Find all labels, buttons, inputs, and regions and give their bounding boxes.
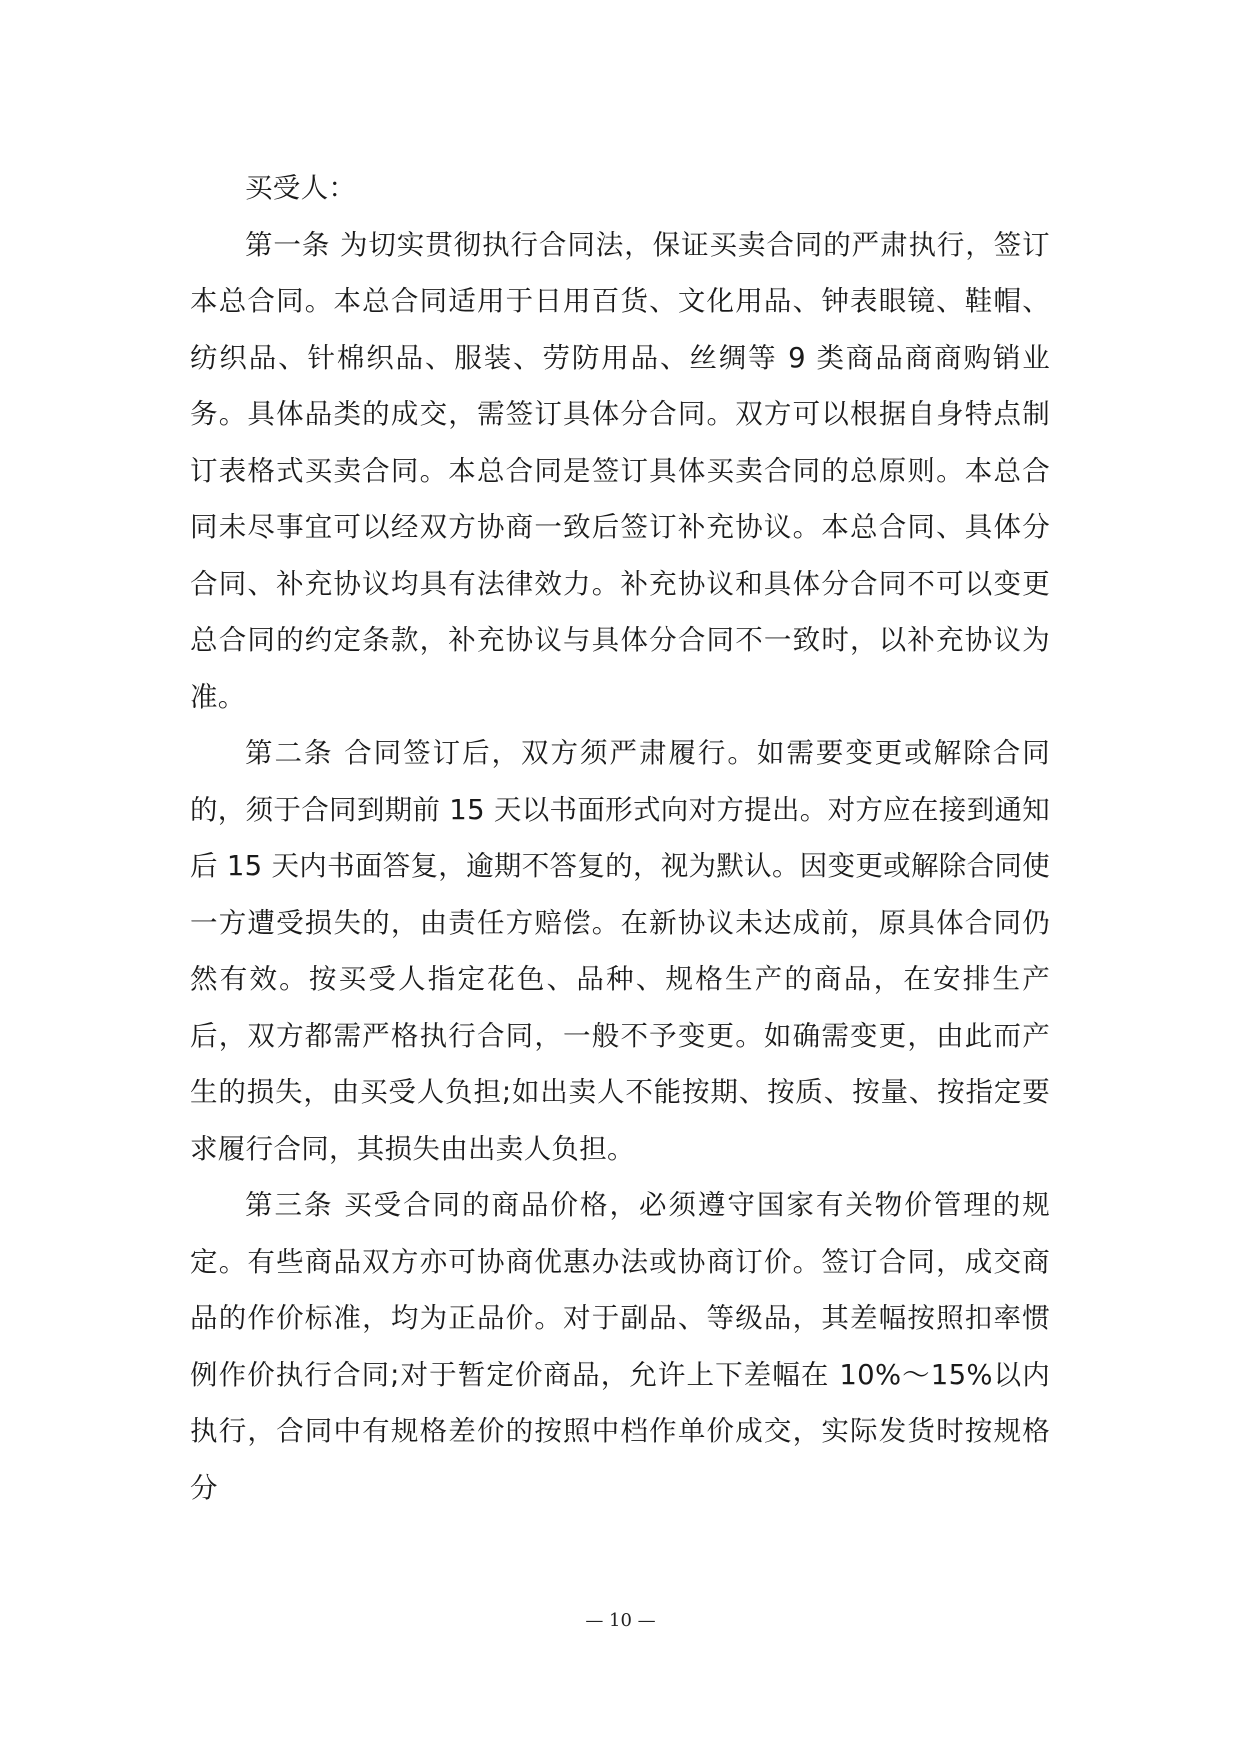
paragraph-article-1: 第一条 为切实贯彻执行合同法，保证买卖合同的严肃执行，签订本总合同。本总合同适用于日用百货、文化用品、钟表眼镜、鞋帽、纺织品、针棉织品、服装、劳防用品、丝绸等 9 类商品商商购销业务。具体品类的成交，需签订具体分合同。双方可以根据自身特点制订表格式买卖合同。本总合同是签订具体买卖合同的总原则。本总合同未尽事宜可以经双方协商一致后签订补充协议。本总合同、具体分合同、补充协议均具有法律效力。补充协议和具体分合同不可以变更总合同的约定条款，补充协议与具体分合同不一致时，以补充协议为准。 (190, 228, 1050, 713)
paragraph-article-2: 第二条 合同签订后，双方须严肃履行。如需要变更或解除合同的，须于合同到期前 15 天以书面形式向对方提出。对方应在接到通知后 15 天内书面答复，逾期不答复的，视为默认。因变更或解除合同使一方遭受损失的，由责任方赔偿。在新协议未达成前，原具体合同仍然有效。按买受人指定花色、品种、规格生产的商品，在安排生产后，双方都需严格执行合同，一般不予变更。如确需变更，由此而产生的损失，由买受人负担;如出卖人不能按期、按质、按量、按指定要求履行合同，其损失由出卖人负担。 (190, 737, 1050, 1165)
paragraph-article-3: 第三条 买受合同的商品价格，必须遵守国家有关物价管理的规定。有些商品双方亦可协商优惠办法或协商订价。签订合同，成交商品的作价标准，均为正品价。对于副品、等级品，其差幅按照扣率惯例作价执行合同;对于暂定价商品，允许上下差幅在 10%～15%以内执行，合同中有规格差价的按照中档作单价成交，实际发货时按规格分 (190, 1189, 1050, 1504)
paragraph-buyer: 买受人： (245, 172, 357, 204)
page-number: — 10 — (585, 1610, 656, 1631)
document-body (190, 160, 1050, 1516)
